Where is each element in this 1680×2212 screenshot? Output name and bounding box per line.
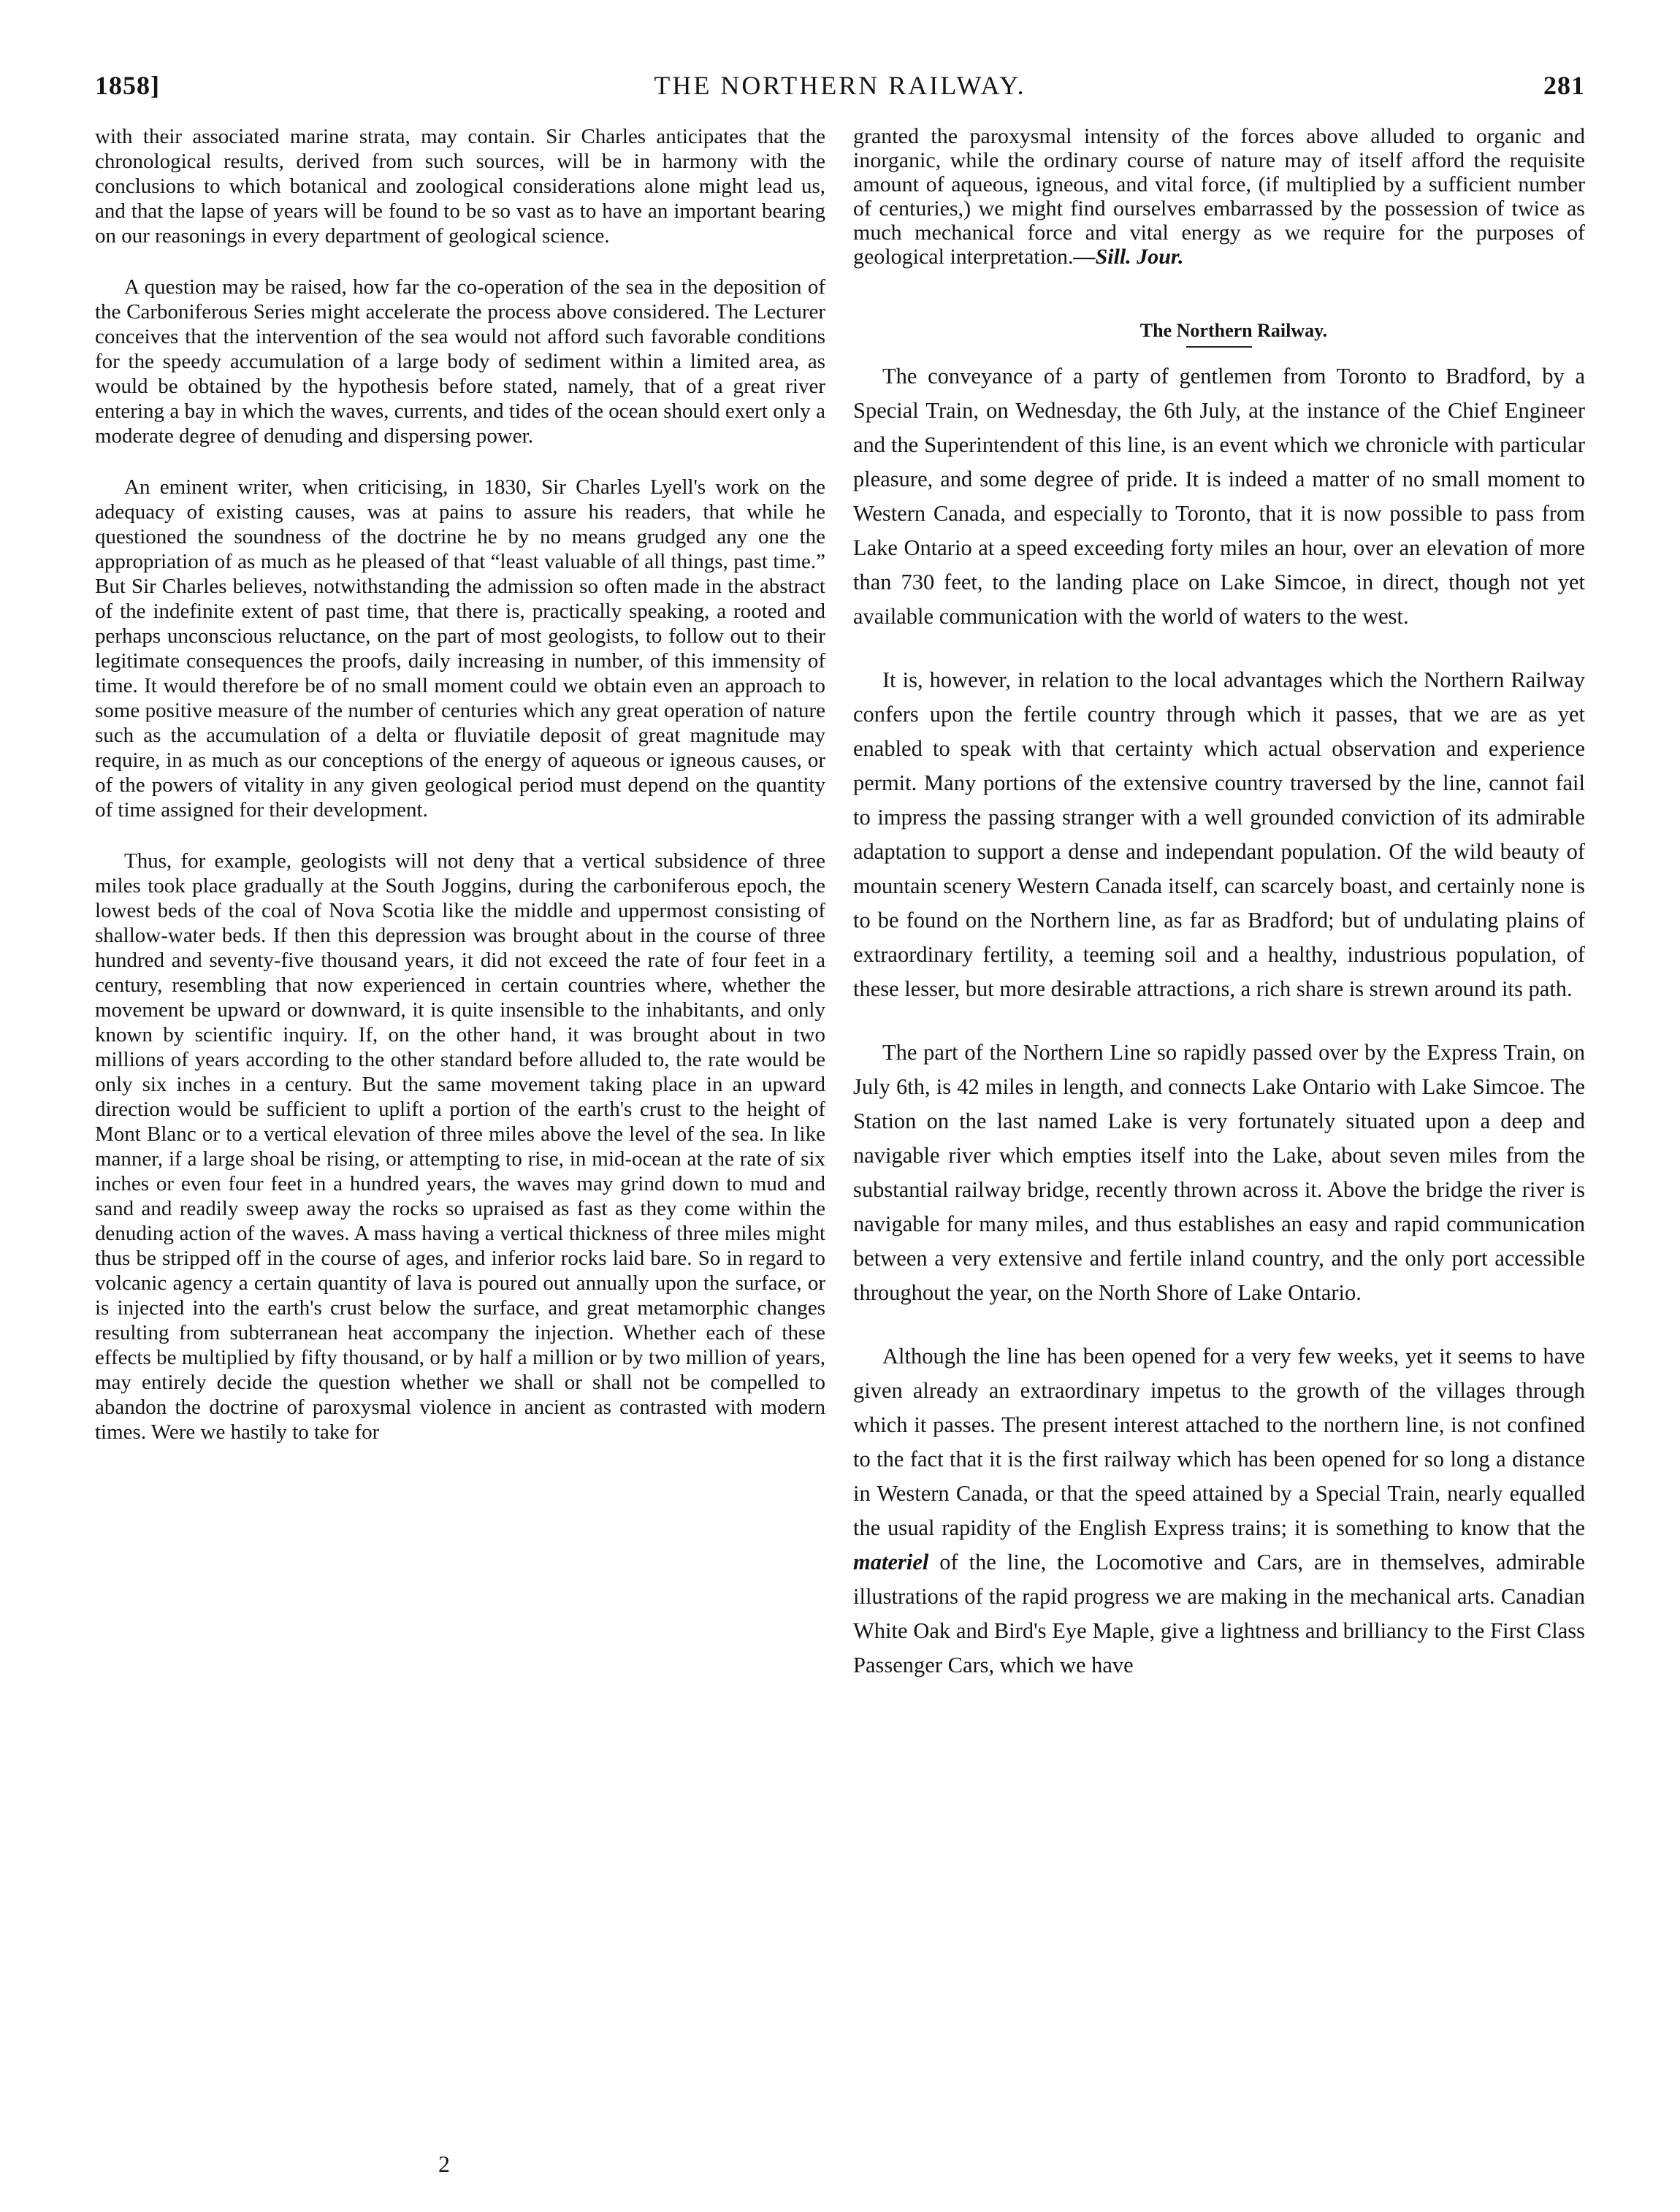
left-paragraph-2: A question may be raised, how far the co-operation of the sea in the deposition of the Carboniferous Series might accelerate the process above considered. The Lecturer conceives that the intervention of the sea would not afford such favorable conditions for the speedy accumulation of a large body of sediment within a limited area, as would be obtained by the hypothesis before stated, namely, that of a great river entering a bay in which the waves, currents, and tides of the ocean should exert only a moderate degree of denuding and dispersing power. xyxy=(95,275,825,448)
paragraph-gap xyxy=(95,448,825,475)
left-paragraph-3: An eminent writer, when criticising, in 1830, Sir Charles Lyell's work on the adequacy of existing causes, was at pains to assure his readers, that while he questioned the soundness of the doctrine he by no means grudged any one the appropriation of as much as he pleased of that “least valuable of all things, past time.” But Sir Charles believes, notwithstanding the admission so often made in the abstract of the indefinite extent of past time, that there is, practically speaking, a rooted and perhaps unconscious reluctance, on the part of most geologists, to follow out to their legitimate consequences the proofs, daily increasing in number, of this immensity of time. It would therefore be of no small moment could we obtain even an approach to some positive measure of the number of centuries which any great operation of nature such as the accumulation of a delta or fluviatile deposit of great magnitude may require, in as much as our conceptions of the energy of aqueous or igneous causes, or of the powers of vitality in any given geological period must depend on the quantity of time assigned for their development. xyxy=(95,475,825,822)
right-paragraph-4: The part of the Northern Line so rapidly passed over by the Express Train, on July 6th, is 42 miles in length, and connects Lake Ontario with Lake Simcoe. The Station on the last named Lake is very fortunately situated upon a deep and navigable river which empties itself into the Lake, about seven miles from the substantial railway bridge, recently thrown across it. Above the bridge the river is navigable for many miles, and thus establishes an easy and rapid communication between a very extensive and fertile inland country, and the only port accessible throughout the year, on the North Shore of Lake Ontario. xyxy=(853,1040,1585,1305)
left-column xyxy=(95,124,825,1444)
title-rule xyxy=(1186,346,1252,348)
quote-text: granted the paroxysmal intensity of the forces above alluded to organic and inorganic, while the ordinary course of nature may of itself afford the requisite amount of aqueous, igneous, and vital force, (if multiplied by a sufficient number of centuries,) we might find ourselves embarrassed by the possession of twice as much mechanical force and vital energy as we require for the purposes of geological interpretation. xyxy=(853,124,1585,269)
page-header xyxy=(95,70,1585,114)
page-number: 281 xyxy=(1543,71,1585,100)
section-title: The Northern Railway. xyxy=(1139,320,1328,341)
left-paragraph-1: with their associated marine strata, may contain. Sir Charles anticipates that the chronological results, derived from such sources, will be in harmony with the conclusions to which botanical and zoological considerations alone might lead us, and that the lapse of years will be found to be so vast as to have an important bearing on our reasonings in every department of geological science. xyxy=(95,125,825,248)
section-gap xyxy=(853,269,1585,320)
right-column xyxy=(853,124,1585,1683)
paragraph-gap xyxy=(95,248,825,275)
left-paragraph-4: Thus, for example, geologists will not deny that a vertical subsidence of three miles took place gradually at the South Joggins, during the carboniferous epoch, the lowest beds of the coal of Nova Scotia like the middle and uppermost consisting of shallow-water beds. If then this depression was brought about in the course of three hundred and seventy-five thousand years, it did not exceed the rate of four feet in a century, resembling that now experienced in certain countries where, whether the movement be upward or downward, it is quite insensible to the inhabitants, and only known by scientific inquiry. If, on the other hand, it was brought about in two millions of years according to the other standard before alluded to, the rate would be only six inches in a century. But the same movement taking place in an upward direction would be sufficient to uplift a portion of the earth's crust to the height of Mont Blanc or to a vertical elevation of three miles above the level of the sea. In like manner, if a large shoal be rising, or attempting to rise, in mid-ocean at the rate of six inches or even four feet in a hundred years, the waves may grind down to mud and sand and readily sweep away the rocks so upraised as fast as they come within the denuding action of the waves. A mass having a vertical thickness of three miles might thus be stripped off in the course of ages, and inferior rocks laid bare. So in regard to volcanic agency a certain quantity of lava is poured out annually upon the surface, or is injected into the earth's crust below the surface, and great metamorphic changes resulting from subterranean heat accompany the injection. Whether each of these effects be multiplied by fifty thousand, or by half a million or by two million of years, may entirely decide the question whether we shall or shall not be compelled to abandon the doctrine of paroxysmal violence in ancient as contrasted with modern times. Were we hastily to take for xyxy=(95,849,825,1444)
p5-emphasis: materiel xyxy=(853,1550,929,1574)
right-paragraph-1 xyxy=(853,124,1585,269)
running-title: THE NORTHERN RAILWAY. xyxy=(654,71,1026,100)
right-paragraph-5 xyxy=(853,1339,1585,1683)
right-paragraph-2: The conveyance of a party of gentlemen from Toronto to Bradford, by a Special Train, on Wednesday, the 6th July, at the instance of the Chief Engineer and the Superintendent of this line, is an event which we chronicle with particular pleasure, and some degree of pride. It is indeed a matter of no small moment to Western Canada, and especially to Toronto, that it is now possible to pass from Lake Ontario at a speed exceeding forty miles an hour, over an elevation of more than 730 feet, to the landing place on Lake Simcoe, in direct, though not yet available communication with the world of waters to the west. xyxy=(853,364,1585,629)
p5-text-a: Although the line has been opened for a very few weeks, yet it seems to have given already an extraordinary impetus to the growth of the villages through which it passes. The present interest attached to the northern line, is not confined to the fact that it is the first railway which has been opened for so long a distance in Western Canada, or that the speed attained by a Special Train, nearly equalled the usual rapidity of the English Express trains; it is something to know that the xyxy=(853,1344,1585,1540)
header-year: 1858] xyxy=(95,71,160,100)
p5-text-b: of the line, the Locomotive and Cars, are in themselves, admirable illustrations of the rapid progress we are making in the mechanical arts. Canadian White Oak and Bird's Eye Maple, give a lightness and brilliancy to the First Class Passenger Cars, which we have xyxy=(853,1550,1585,1677)
paragraph-gap xyxy=(853,1006,1585,1036)
paragraph-gap xyxy=(853,1310,1585,1339)
source-citation: —Sill. Jour. xyxy=(1073,245,1184,269)
paragraph-gap xyxy=(853,634,1585,663)
paragraph-gap xyxy=(95,822,825,849)
right-paragraph-3: It is, however, in relation to the local advantages which the Northern Railway confers upon the fertile country through which it passes, that we are as yet enabled to speak with that certainty which actual observation and experience permit. Many portions of the extensive country traversed by the line, cannot fail to impress the passing stranger with a well grounded conviction of its admirable adaptation to support a dense and independant population. Of the wild beauty of mountain scenery Western Canada itself, can scarcely boast, and certainly none is to be found on the Northern line, as far as Bradford; but of undulating plains of extraordinary fertility, a teeming soil and a healthy, industrious population, of these lesser, but more desirable attractions, a rich share is strewn around its path. xyxy=(853,667,1585,1001)
signature-mark: 2 xyxy=(438,2151,450,2177)
